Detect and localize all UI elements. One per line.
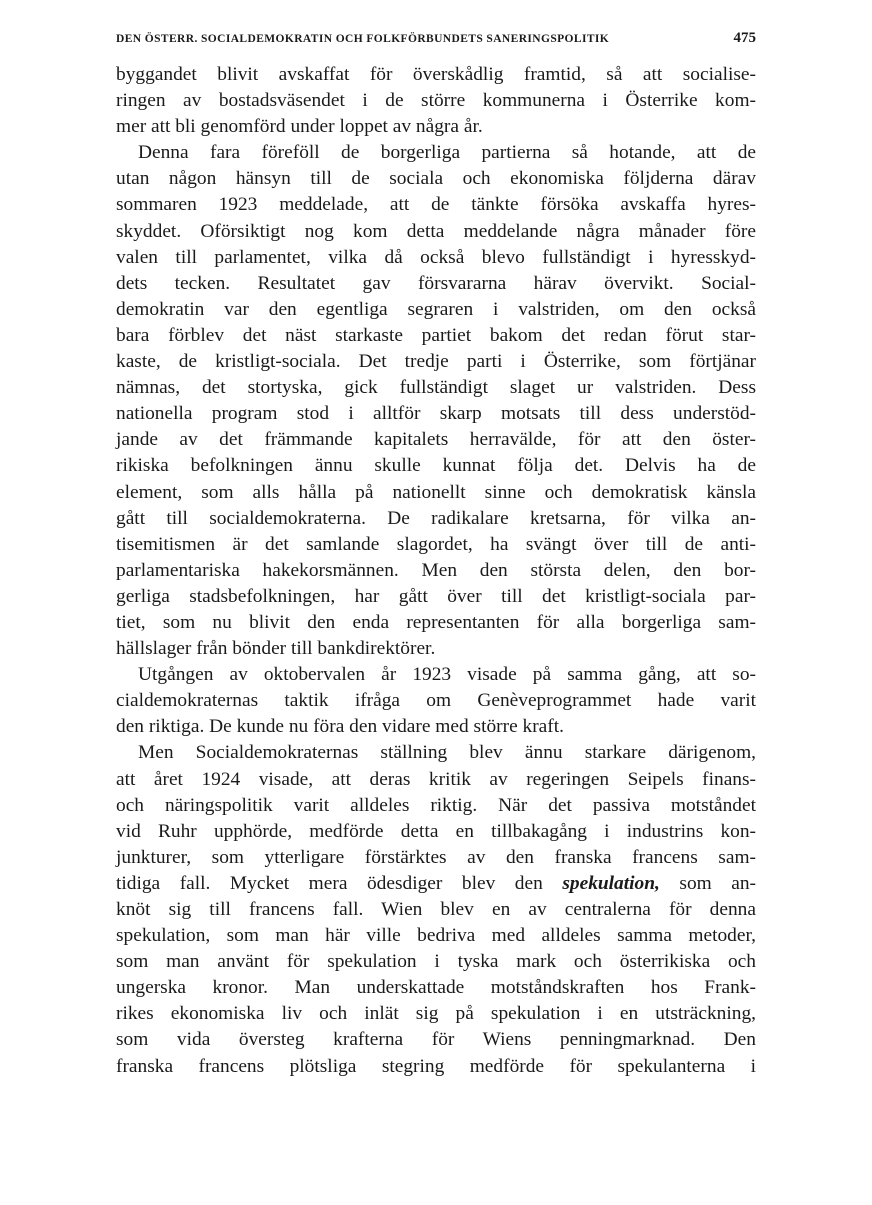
text-line: spekulation, som man här ville bedriva med alldeles samma metoder, <box>116 925 756 947</box>
text-line: nationella program stod i alltför skarp motsats till dess understöd- <box>116 403 756 425</box>
text-line: som vida översteg krafterna för Wiens penningmarknad. Den <box>116 1029 756 1051</box>
text-line: mer att bli genomförd under loppet av några år. <box>116 116 483 138</box>
running-head <box>116 30 756 52</box>
text-line: sommaren 1923 meddelade, att de tänkte försöka avskaffa hyres- <box>116 194 756 216</box>
running-title: DEN ÖSTERR. SOCIALDEMOKRATIN OCH FOLKFÖRBUNDETS SANERINGSPOLITIK <box>116 33 610 45</box>
text-line: Men Socialdemokraternas ställning blev ännu starkare därigenom, <box>138 742 756 764</box>
text-line: rikiska befolkningen ännu skulle kunnat följa det. Delvis ha de <box>116 455 756 477</box>
text-line: byggandet blivit avskaffat för överskådlig framtid, så att socialise- <box>116 64 756 85</box>
body-text <box>116 62 756 1080</box>
text-line: att året 1924 visade, att deras kritik av regeringen Seipels finans- <box>116 768 756 790</box>
text-line: valen till parlamentet, vilka då också blevo fullständigt i hyresskyd- <box>116 246 756 268</box>
text-line: franska francens plötsliga stegring medförde för spekulanterna i <box>116 1055 756 1077</box>
paragraph <box>116 662 756 740</box>
text-line: rikes ekonomiska liv och inlät sig på spekulation i en utsträckning, <box>116 1003 756 1025</box>
text-line: dets tecken. Resultatet gav försvararna härav övervikt. Social- <box>116 272 756 294</box>
text-line: parlamentariska hakekorsmännen. Men den största delen, den bor- <box>116 559 756 581</box>
text-line: gerliga stadsbefolkningen, har gått över till det kristligt-sociala par- <box>116 585 756 607</box>
text-line: skyddet. Oförsiktigt nog kom detta meddelande några månader före <box>116 220 756 242</box>
text-line: nämnas, det stortyska, gick fullständigt slaget ur valstriden. Dess <box>116 377 756 399</box>
paragraph <box>116 62 756 140</box>
paragraph <box>116 140 756 662</box>
text-line: och näringspolitik varit alldeles riktig. När det passiva motståndet <box>116 794 756 816</box>
text-line: element, som alls hålla på nationellt sinne och demokratisk känsla <box>116 481 756 503</box>
text-line: hällslager från bönder till bankdirektörer. <box>116 638 436 660</box>
text-line: kaste, de kristligt-sociala. Det tredje parti i Österrike, som förtjänar <box>116 351 756 373</box>
text-line: ungerska kronor. Man underskattade motståndskraften hos Frank- <box>116 977 756 999</box>
page-number: 475 <box>733 30 756 46</box>
text-line: demokratin var den egentliga segraren i valstriden, om den också <box>116 298 756 320</box>
text-line: den riktiga. De kunde nu föra den vidare med större kraft. <box>116 716 564 738</box>
text-line: som man använt för spekulation i tyska mark och österrikiska och <box>116 951 756 973</box>
text-line: jande av det främmande kapitalets herravälde, för att den öster- <box>116 429 756 451</box>
text-line: gått till socialdemokraterna. De radikalare kretsarna, för vilka an- <box>116 507 756 529</box>
text-line: ringen av bostadsväsendet i de större kommunerna i Österrike kom- <box>116 90 756 112</box>
text-line: Denna fara föreföll de borgerliga partierna så hotande, att de <box>138 142 756 164</box>
paragraph <box>116 740 756 1079</box>
text-line: cialdemokraternas taktik ifråga om Genèveprogrammet hade varit <box>116 690 756 712</box>
book-page <box>116 30 756 1080</box>
text-line: bara förblev det näst starkaste partiet bakom det redan förut star- <box>116 324 756 346</box>
text-line: utan någon hänsyn till de sociala och ekonomiska följderna därav <box>116 168 756 190</box>
text-line: tisemitismen är det samlande slagordet, ha svängt över till de anti- <box>116 533 756 555</box>
text-line: tidiga fall. Mycket mera ödesdiger blev den spekulation, som an- <box>116 872 757 894</box>
text-line: vid Ruhr upphörde, medförde detta en tillbakagång i industrins kon- <box>116 820 756 842</box>
text-line: junkturer, som ytterligare förstärktes av den franska francens sam- <box>116 846 756 868</box>
text-line: Utgången av oktobervalen år 1923 visade på samma gång, att so- <box>138 664 756 686</box>
emphasized-word: spekulation, <box>562 872 660 894</box>
text-line: tiet, som nu blivit den enda representanten för alla borgerliga sam- <box>116 611 756 633</box>
text-line: knöt sig till francens fall. Wien blev en av centralerna för denna <box>116 899 756 920</box>
